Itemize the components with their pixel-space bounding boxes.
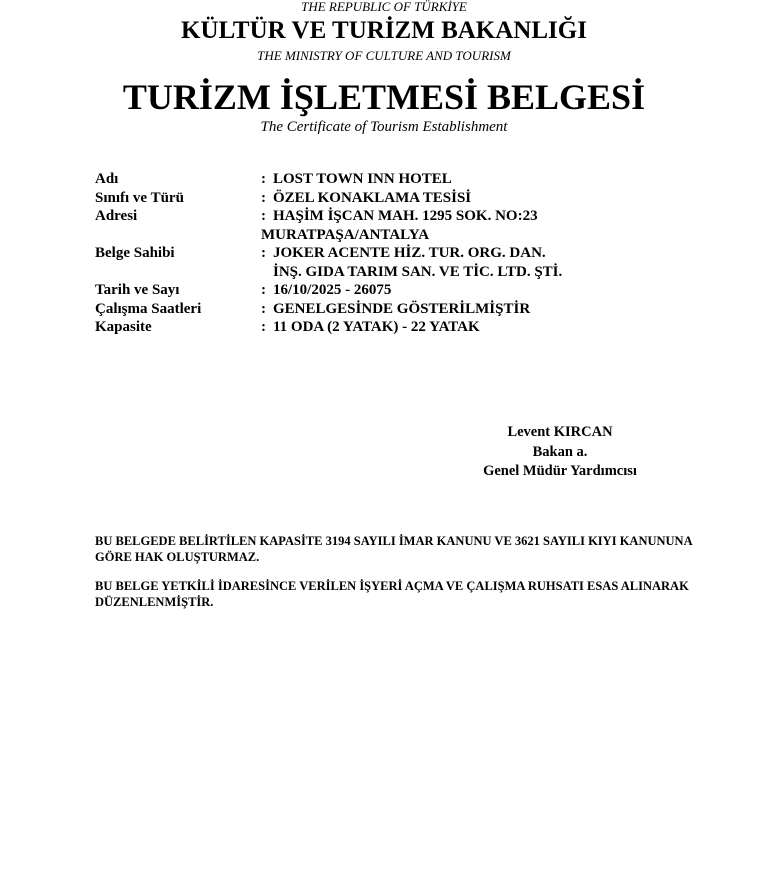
field-value: 11 ODA (2 YATAK) - 22 YATAK (273, 319, 480, 335)
signatory-name: Levent KIRCAN (507, 424, 613, 440)
field-address (95, 207, 695, 226)
field-label: Adresi (95, 208, 138, 224)
field-name (95, 170, 695, 189)
signatory-title: Genel Müdür Yardımcısı (483, 463, 637, 479)
capacity-note: BU BELGEDE BELİRTİLEN KAPASİTE 3194 SAYILI İMAR KANUNU VE 3621 SAYILI KIYI KANUNUNA GÖRE HAK OLUŞTURMAZ. (95, 534, 692, 564)
field-value-continued: MURATPAŞA/ANTALYA (261, 226, 430, 243)
document-title-en: The Certificate of Tourism Establishment (260, 119, 508, 135)
field-working-hours (95, 300, 695, 319)
license-note: BU BELGE YETKİLİ İDARESİNCE VERİLEN İŞYERİ AÇMA VE ÇALIŞMA RUHSATI ESAS ALINARAK DÜZENLENMİŞTİR. (95, 579, 689, 609)
field-label: Adı (95, 171, 119, 187)
signature-block (460, 423, 660, 482)
field-label: Tarih ve Sayı (95, 282, 180, 298)
field-value: HAŞİM İŞCAN MAH. 1295 SOK. NO:23 (273, 208, 538, 224)
field-holder (95, 244, 695, 263)
field-class-type (95, 189, 695, 208)
field-label: Sınıfı ve Türü (95, 189, 184, 206)
field-address-cont (95, 226, 695, 245)
field-colon: : (261, 189, 266, 206)
signatory-role: Bakan a. (532, 443, 588, 460)
field-colon: : (261, 171, 266, 187)
ministry-name-en: THE MINISTRY OF CULTURE AND TOURISM (257, 48, 511, 63)
field-capacity (95, 318, 695, 337)
field-value: ÖZEL KONAKLAMA TESİSİ (273, 189, 472, 206)
field-label: Kapasite (95, 319, 152, 335)
republic-header: THE REPUBLIC OF TÜRKİYE (301, 0, 467, 14)
field-colon: : (261, 319, 266, 335)
field-label: Çalışma Saatleri (95, 300, 202, 317)
field-holder-cont (95, 263, 695, 282)
field-value-continued: İNŞ. GIDA TARIM SAN. VE TİC. LTD. ŞTİ. (273, 263, 563, 280)
field-value: 16/10/2025 - 26075 (273, 282, 392, 298)
field-value: LOST TOWN INN HOTEL (273, 171, 452, 187)
document-title: TURİZM İŞLETMESİ BELGESİ (122, 77, 646, 117)
field-label: Belge Sahibi (95, 245, 175, 261)
ministry-name: KÜLTÜR VE TURİZM BAKANLIĞI (181, 17, 587, 44)
certificate-fields (95, 170, 695, 337)
field-colon: : (261, 300, 266, 317)
field-value: JOKER ACENTE HİZ. TUR. ORG. DAN. (273, 245, 546, 261)
field-date-number (95, 281, 695, 300)
field-colon: : (261, 245, 266, 261)
field-colon: : (261, 208, 266, 224)
field-colon: : (261, 282, 266, 298)
field-value: GENELGESİNDE GÖSTERİLMİŞTİR (273, 300, 531, 317)
